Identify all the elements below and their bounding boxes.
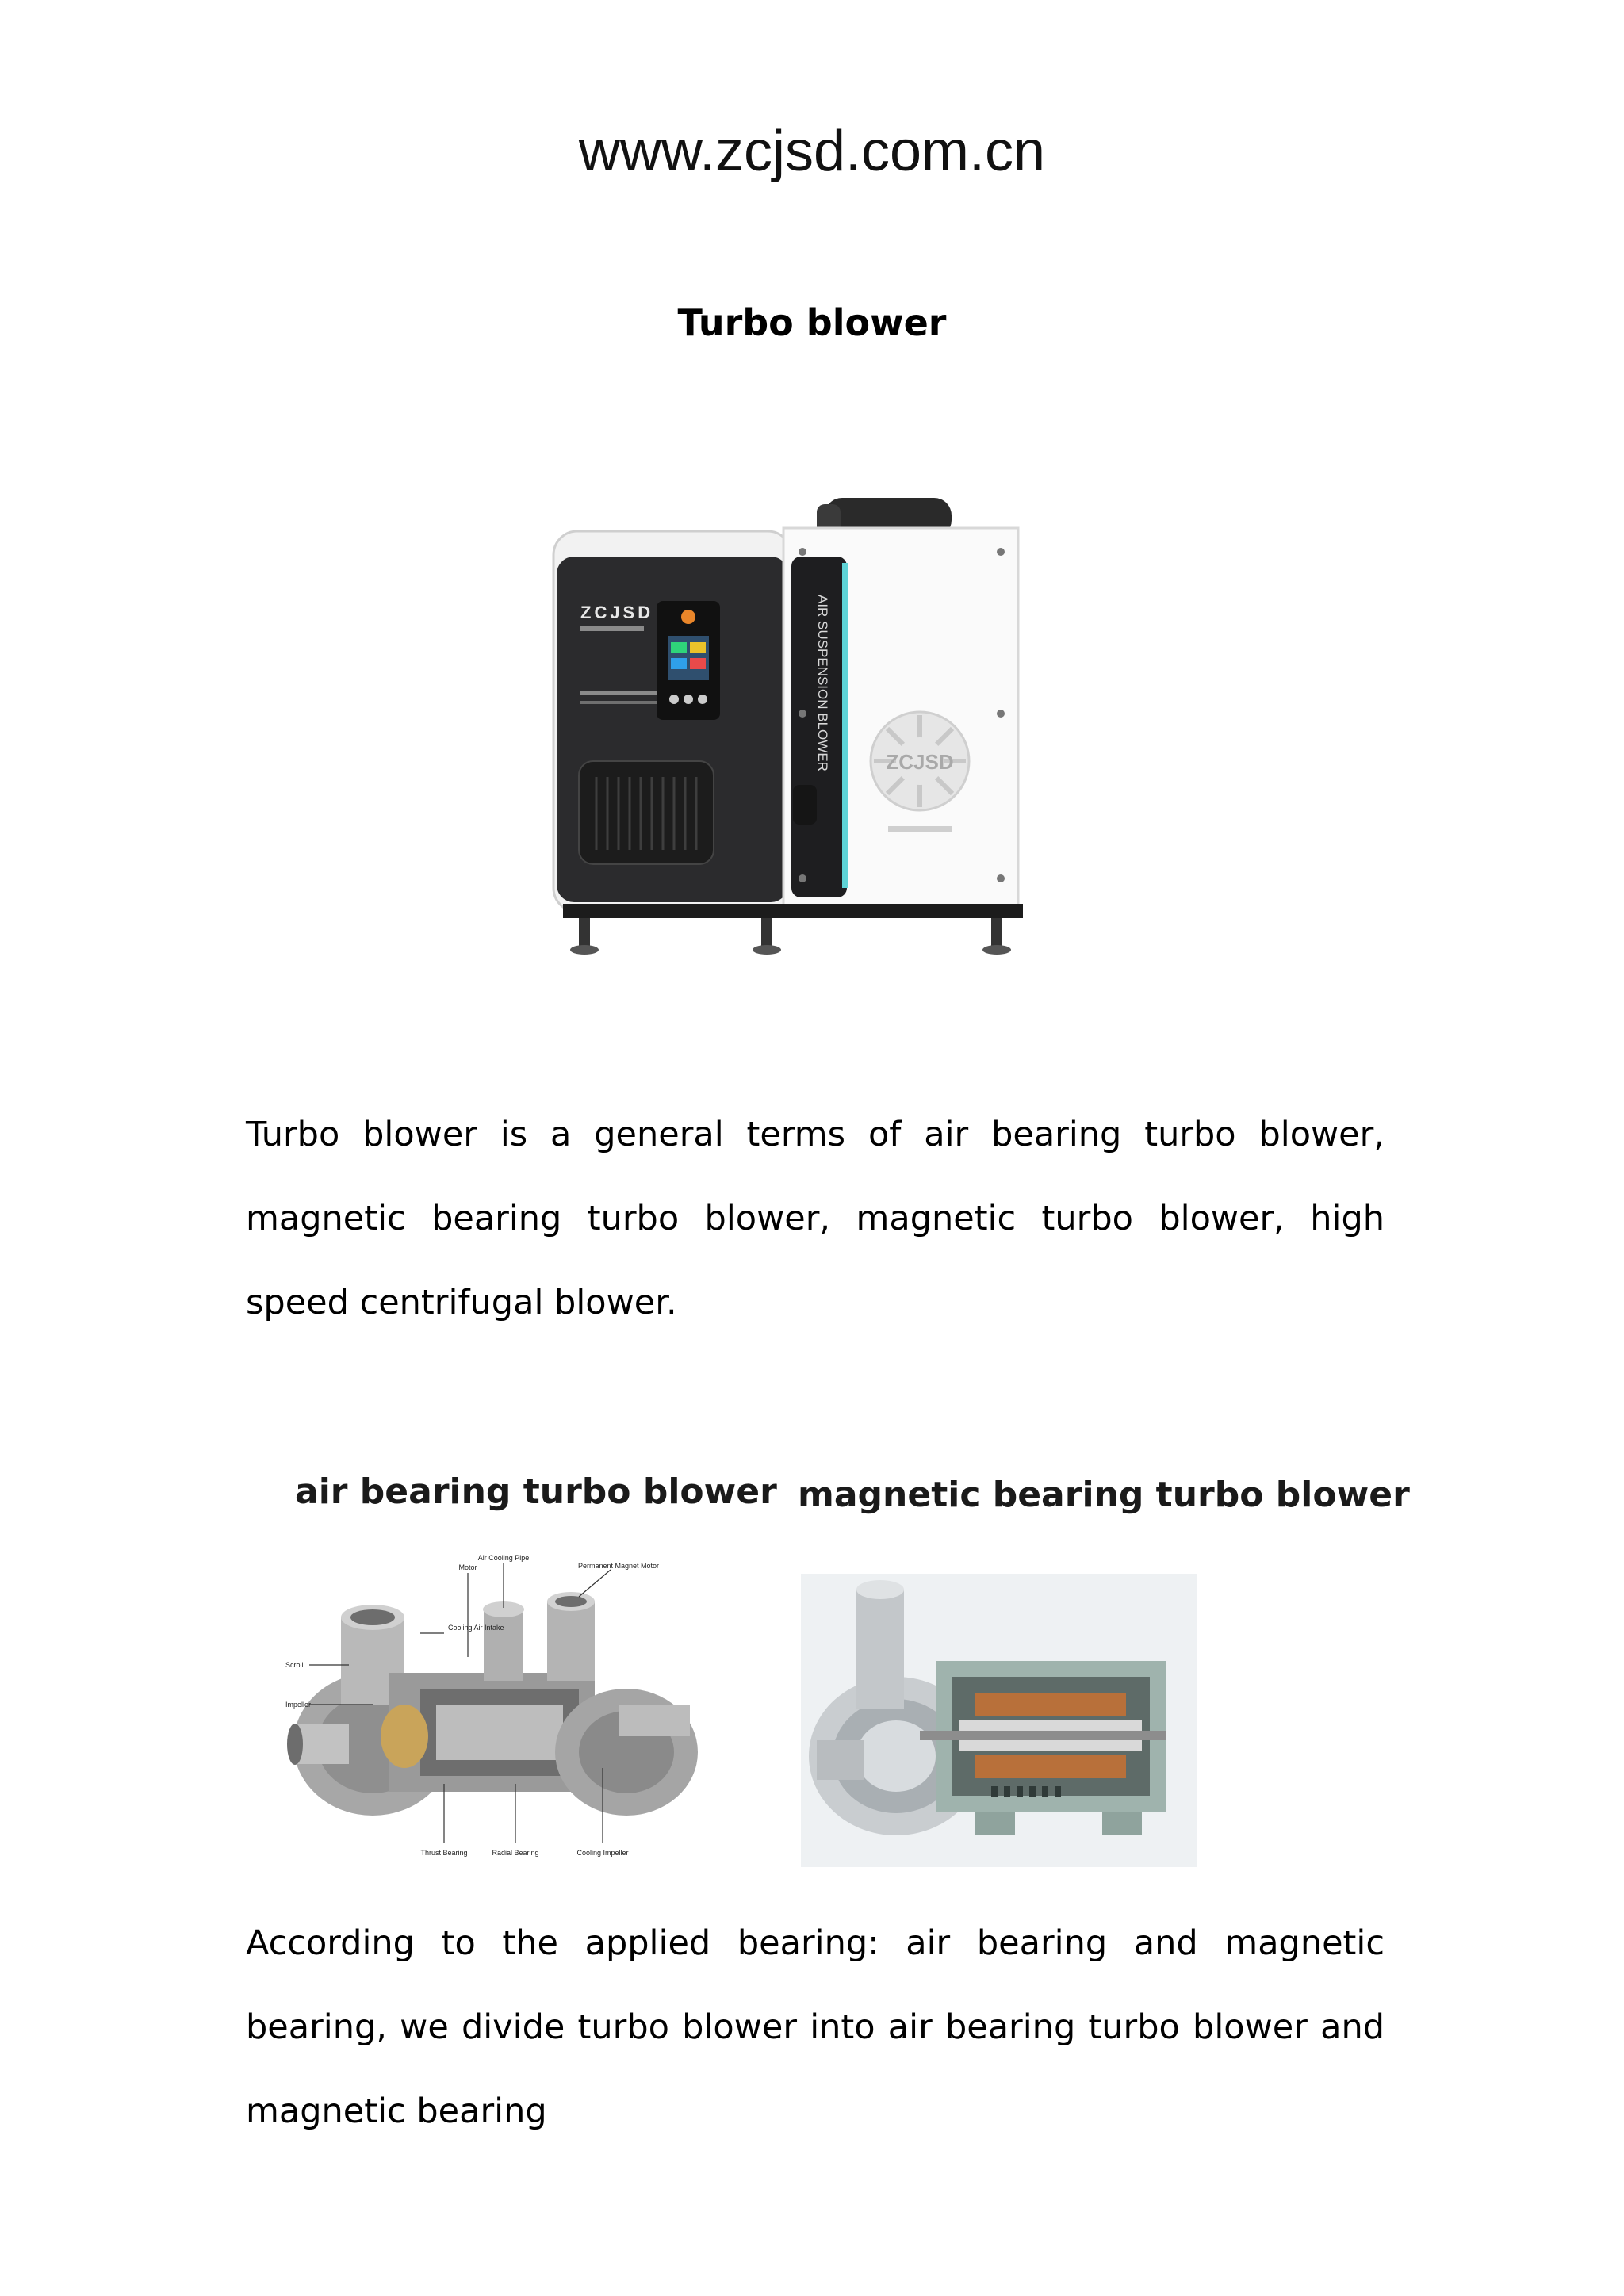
header-url: www.zcjsd.com.cn <box>578 120 1046 183</box>
callout-radial-bearing: Radial Bearing <box>492 1849 539 1857</box>
side-text: AIR SUSPENSION BLOWER <box>815 595 830 771</box>
magnetic-bearing-label: magnetic bearing turbo blower <box>798 1475 1410 1515</box>
page-title: Turbo blower <box>677 301 947 344</box>
magnetic-bearing-diagram <box>801 1574 1197 1867</box>
paragraph-bearing: According to the applied bearing: air bearing and magnetic bearing, we divide turbo blower into air bearing turbo blower and magnetic bearing <box>246 1923 1385 2131</box>
callout-cooling-intake: Cooling Air Intake <box>448 1624 504 1632</box>
air-bearing-diagram <box>285 1546 730 1879</box>
callout-cooling-impeller: Cooling Impeller <box>576 1849 629 1857</box>
product-brand: ZCJSD <box>580 603 654 622</box>
side-logo: ZCJSD <box>886 750 954 774</box>
callout-thrust-bearing: Thrust Bearing <box>420 1849 468 1857</box>
product-image <box>531 484 1063 975</box>
air-bearing-label: air bearing turbo blower <box>295 1471 777 1512</box>
callout-motor: Motor <box>458 1563 477 1571</box>
callout-pm-motor: Permanent Magnet Motor <box>577 1562 660 1570</box>
callout-air-cooling-pipe: Air Cooling Pipe <box>477 1554 530 1562</box>
callout-impeller: Impeller <box>285 1701 312 1709</box>
paragraph-intro: Turbo blower is a general terms of air bearing turbo blower, magnetic bearing turbo blower, magnetic turbo blower, high speed centrifugal blower. <box>246 1115 1385 1322</box>
callout-scroll: Scroll <box>285 1661 304 1669</box>
